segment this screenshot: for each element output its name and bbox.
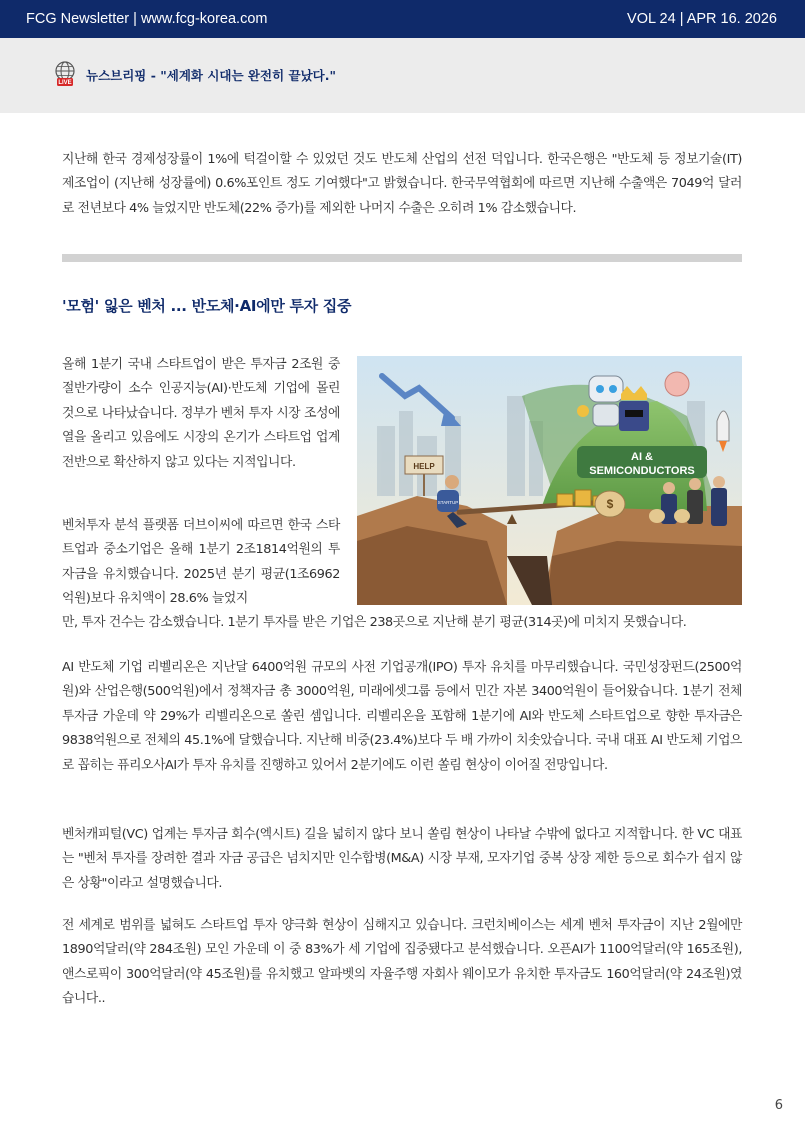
newsletter-site-label[interactable]: FCG Newsletter | www.fcg-korea.com xyxy=(26,11,268,27)
banner-line-2: SEMICONDUCTORS xyxy=(589,465,695,477)
briefing-title: 뉴스브리핑 - "세계화 시대는 완전히 끝났다." xyxy=(86,68,336,83)
news-briefing-banner xyxy=(0,38,805,113)
intro-paragraph: 지난해 한국 경제성장률이 1%에 턱걸이할 수 있었던 것도 반도체 산업의 선전 덕입니다. 한국은행은 "반도체 등 정보기술(IT) 제조업이 (지난해 성장률에) 0.6%포인트 정도 기여했다"고 밝혔습니다. 한국무역협회에 따르면 지난해 수출액은 7049억 달러로 전년보다 4% 늘었지만 반도체(22% 증가)를 제외한 나머지 수출은 오히려 1% 감소했습니다. xyxy=(62,152,742,216)
body-paragraph-3: AI 반도체 기업 리벨리온은 지난달 6400억원 규모의 사전 기업공개(IPO) 투자 유치를 마무리했습니다. 국민성장펀드(2500억원)와 산업은행(500억원)에서 정책자금 총 3000억원, 미래에셋그룹 등에서 민간 자본 3400억원이 들어왔습니다. 1분기 전체 투자금 가운데 약 29%가 리벨리온으로 쏠린 셈입니다. 리벨리온을 포함해 1분기에 AI와 반도체 스타트업으로 향한 투자금은 9838억원으로 전체의 45.1%에 달했습니다. 지난해 비중(23.4%)보다 두 배 가까이 치솟았습니다. 국내 대표 AI 반도체 기업으로 꼽히는 퓨리오사AI가 투자 유치를 진행하고 있어서 2분기에도 이런 쏠림 현상이 이어질 전망입니다. xyxy=(62,660,742,773)
globe-icon xyxy=(54,61,76,87)
issue-date: VOL 24 | APR 16. 2026 xyxy=(627,11,777,27)
help-sign-text: HELP xyxy=(413,462,435,471)
coin-symbol: $ xyxy=(606,497,614,511)
section-heading: '모험' 잃은 벤처 ... 반도체·AI에만 투자 집중 xyxy=(62,297,352,315)
body-paragraph-4: 벤처캐피털(VC) 업계는 투자금 회수(엑시트) 길을 넓히지 않다 보니 쏠림 현상이 나타날 수밖에 없다고 지적합니다. 한 VC 대표는 "벤처 투자를 장려한 결과 자금 공급은 넘치지만 인수합병(M&A) 시장 부재, 모자기업 중복 상장 제한 등으로 회수가 쉽지 않은 상황"이라고 설명했습니다. xyxy=(62,827,742,891)
section-divider xyxy=(62,254,742,262)
newsletter-header-bar xyxy=(0,0,805,38)
banner-line-1: AI & xyxy=(631,451,653,463)
money-bag-icon xyxy=(595,491,625,517)
brain-icon xyxy=(665,372,689,396)
body-paragraph-2-continued: 만, 투자 건수는 감소했습니다. 1분기 투자를 받은 기업은 238곳으로 지난해 분기 평균(314곳)에 미치지 못했습니다. xyxy=(62,615,687,630)
startup-label: STARTUP xyxy=(437,500,459,505)
body-paragraph-1: 올해 1분기 국내 스타트업이 받은 투자금 2조원 중 절반가량이 소수 인공지능(AI)·반도체 기업에 몰린 것으로 나타났습니다. 정부가 벤처 투자 시장 조성에 열을 올리고 있음에도 시장의 온기가 스타트업 업계 전반으로 확산하지 않고 있다는 지적입니다. xyxy=(62,357,340,470)
body-paragraph-2: 벤처투자 분석 플랫폼 더브이씨에 따르면 한국 스타트업과 중소기업은 올해 1분기 2조1814억원의 투자금을 유치했습니다. 2025년 분기 평균(1조6962억원)보다 유치액이 28.6% 늘었지 xyxy=(62,518,340,607)
body-paragraph-5: 전 세계로 범위를 넓혀도 스타트업 투자 양극화 현상이 심해지고 있습니다. 크런치베이스는 세계 벤처 투자금이 지난 2월에만 1890억달러(약 284조원) 모인 가운데 이 중 83%가 세 기업에 집중됐다고 분석했습니다. 오픈AI가 1100억달러(약 165조원), 앤스로픽이 300억달러(약 45조원)를 유치했고 알파벳의 자율주행 자회사 웨이모가 유치한 투자금도 160억달러(약 24조원)였습니다.. xyxy=(62,918,742,1007)
investment-illustration xyxy=(357,356,742,605)
live-badge-text: LIVE xyxy=(58,80,72,87)
page-number: 6 xyxy=(774,1098,783,1113)
